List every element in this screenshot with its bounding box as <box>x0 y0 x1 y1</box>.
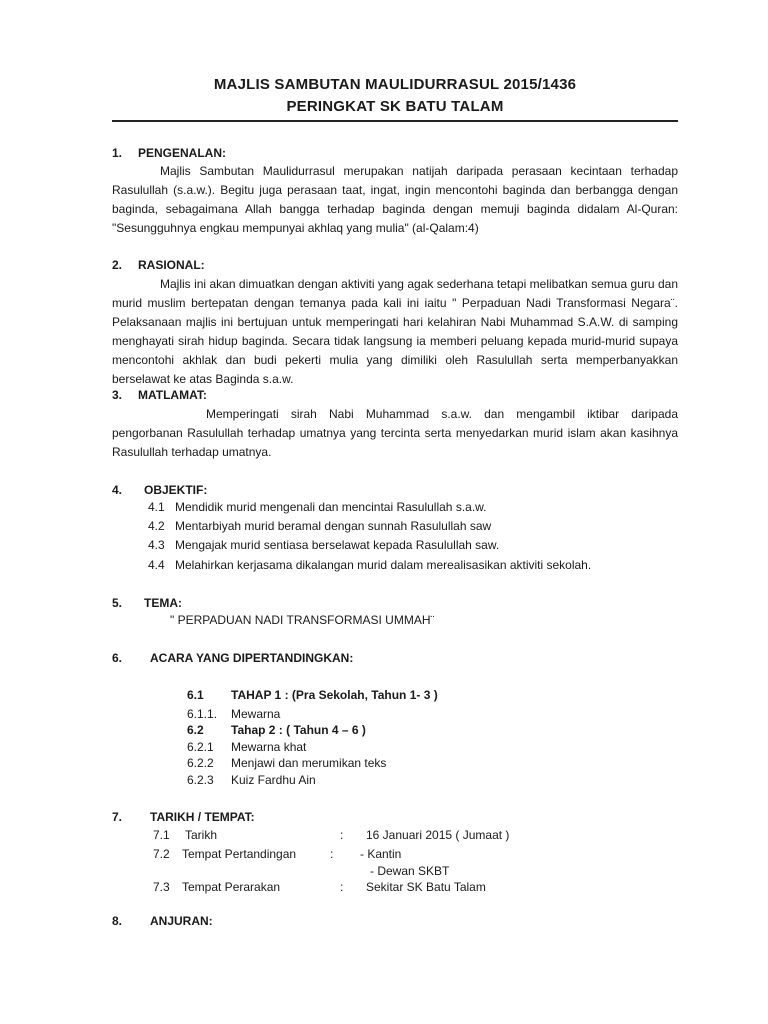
section-6-title: ACARA YANG DIPERTANDINGKAN: <box>150 651 354 665</box>
objective-item <box>148 558 165 572</box>
section-4-heading <box>112 483 208 497</box>
tahap-2-title: Tahap 2 : ( Tahun 4 – 6 ) <box>231 723 366 737</box>
tahap-2-number: 6.2 <box>187 723 204 737</box>
section-3-number: 3. <box>112 388 123 402</box>
section-2-heading <box>112 258 205 272</box>
section-7-number: 7. <box>112 810 123 824</box>
tahap-1-number: 6.1 <box>187 688 204 702</box>
detail-label: Tarikh <box>185 828 218 842</box>
section-7-title: TARIKH / TEMPAT: <box>150 810 255 824</box>
objective-text: Mentarbiyah murid beramal dengan sunnah Rasulullah saw <box>175 519 492 533</box>
detail-value: - Kantin <box>360 847 402 861</box>
section-2-title: RASIONAL: <box>138 258 205 272</box>
objective-number: 4.1 <box>148 500 165 514</box>
event-text: Menjawi dan merumikan teks <box>231 756 387 770</box>
detail-value-2: - Dewan SKBT <box>370 864 450 878</box>
section-3-title: MATLAMAT: <box>138 388 207 402</box>
document-title-line-2: PERINGKAT SK BATU TALAM <box>286 98 504 115</box>
event-text: Kuiz Fardhu Ain <box>231 773 316 787</box>
section-7-heading <box>112 810 255 824</box>
detail-value: 16 Januari 2015 ( Jumaat ) <box>366 828 510 842</box>
document-title-line-1: MAJLIS SAMBUTAN MAULIDURRASUL 2015/1436 <box>213 76 577 93</box>
detail-value: Sekitar SK Batu Talam <box>366 880 486 894</box>
section-2-number: 2. <box>112 258 123 272</box>
section-5-number: 5. <box>112 596 123 610</box>
section-3-heading <box>112 388 207 402</box>
event-number: 6.1.1. <box>187 707 218 721</box>
objective-item <box>148 538 165 552</box>
event-number: 6.2.1 <box>187 740 214 754</box>
detail-colon: : <box>340 828 344 842</box>
objective-item <box>148 519 165 533</box>
tahap-1-title: TAHAP 1 : (Pra Sekolah, Tahun 1- 3 ) <box>231 688 438 702</box>
title-underline <box>112 120 678 122</box>
objective-text: Mengajak murid sentiasa berselawat kepada Rasulullah saw. <box>175 538 500 552</box>
objective-number: 4.2 <box>148 519 165 533</box>
detail-colon: : <box>340 880 344 894</box>
detail-label: Tempat Perarakan <box>182 880 281 894</box>
detail-label: Tempat Pertandingan <box>182 847 297 861</box>
detail-number: 7.2 <box>153 847 170 861</box>
section-1-title: PENGENALAN: <box>138 146 227 160</box>
event-number: 6.2.3 <box>187 773 214 787</box>
section-8-title: ANJURAN: <box>150 914 213 928</box>
event-number: 6.2.2 <box>187 756 214 770</box>
section-2-body: Majlis ini akan dimuatkan dengan aktiviti yang agak sederhana tetapi melibatkan semua guru dan murid muslim bertepatan dengan temanya pada kali ini iaitu " Perpaduan Nadi Transformasi Negara¨. Pelaksanaan majlis ini bertujuan untuk memperingati hari kelahiran Nabi Muhammad S.A.W. di samping menghayati sirah hidup baginda. Secara tidak langsung ia memberi peluang kepada murid-murid supaya mencontohi akhlak dan budi pekerti mulia yang dimiliki oleh Rasulullah serta memperbanyakkan berselawat ke atas Baginda s.a.w. <box>112 277 678 386</box>
section-4-number: 4. <box>112 483 123 497</box>
section-5-heading <box>112 596 182 610</box>
event-text: Mewarna <box>231 707 281 721</box>
section-3-body: Memperingati sirah Nabi Muhammad s.a.w. dan mengambil iktibar daripada pengorbanan Rasulullah terhadap umatnya yang tercinta serta menyedarkan murid islam akan kasihnya Rasulullah terhadap umatnya. <box>112 407 678 459</box>
objective-number: 4.3 <box>148 538 165 552</box>
objective-item <box>148 500 165 514</box>
section-8-heading <box>112 914 213 928</box>
objective-text: Melahirkan kerjasama dikalangan murid dalam merealisasikan aktiviti sekolah. <box>175 558 592 572</box>
objective-text: Mendidik murid mengenali dan mencintai Rasulullah s.a.w. <box>175 500 487 514</box>
section-1-number: 1. <box>112 146 123 160</box>
theme-text: " PERPADUAN NADI TRANSFORMASI UMMAH¨ <box>170 613 435 627</box>
objective-number: 4.4 <box>148 558 165 572</box>
section-4-title: OBJEKTIF: <box>144 483 208 497</box>
section-5-title: TEMA: <box>144 596 182 610</box>
section-1-heading <box>112 146 227 160</box>
detail-number: 7.1 <box>153 828 170 842</box>
section-6-number: 6. <box>112 651 123 665</box>
section-1-body: Majlis Sambutan Maulidurrasul merupakan natijah daripada perasaan kecintaan terhadap Rasulullah (s.a.w.). Begitu juga perasaan taat, ingat, ingin mencontohi baginda dan berbangga dengan baginda, sebagaimana Allah bangga terhadap baginda dengan memuji baginda didalam Al-Quran: "Sesungguhnya engkau mempunyai akhlaq yang mulia" (al-Qalam:4) <box>112 164 678 235</box>
detail-number: 7.3 <box>153 880 170 894</box>
event-text: Mewarna khat <box>231 740 307 754</box>
section-8-number: 8. <box>112 914 123 928</box>
section-6-heading <box>112 651 354 665</box>
detail-colon: : <box>330 847 334 861</box>
